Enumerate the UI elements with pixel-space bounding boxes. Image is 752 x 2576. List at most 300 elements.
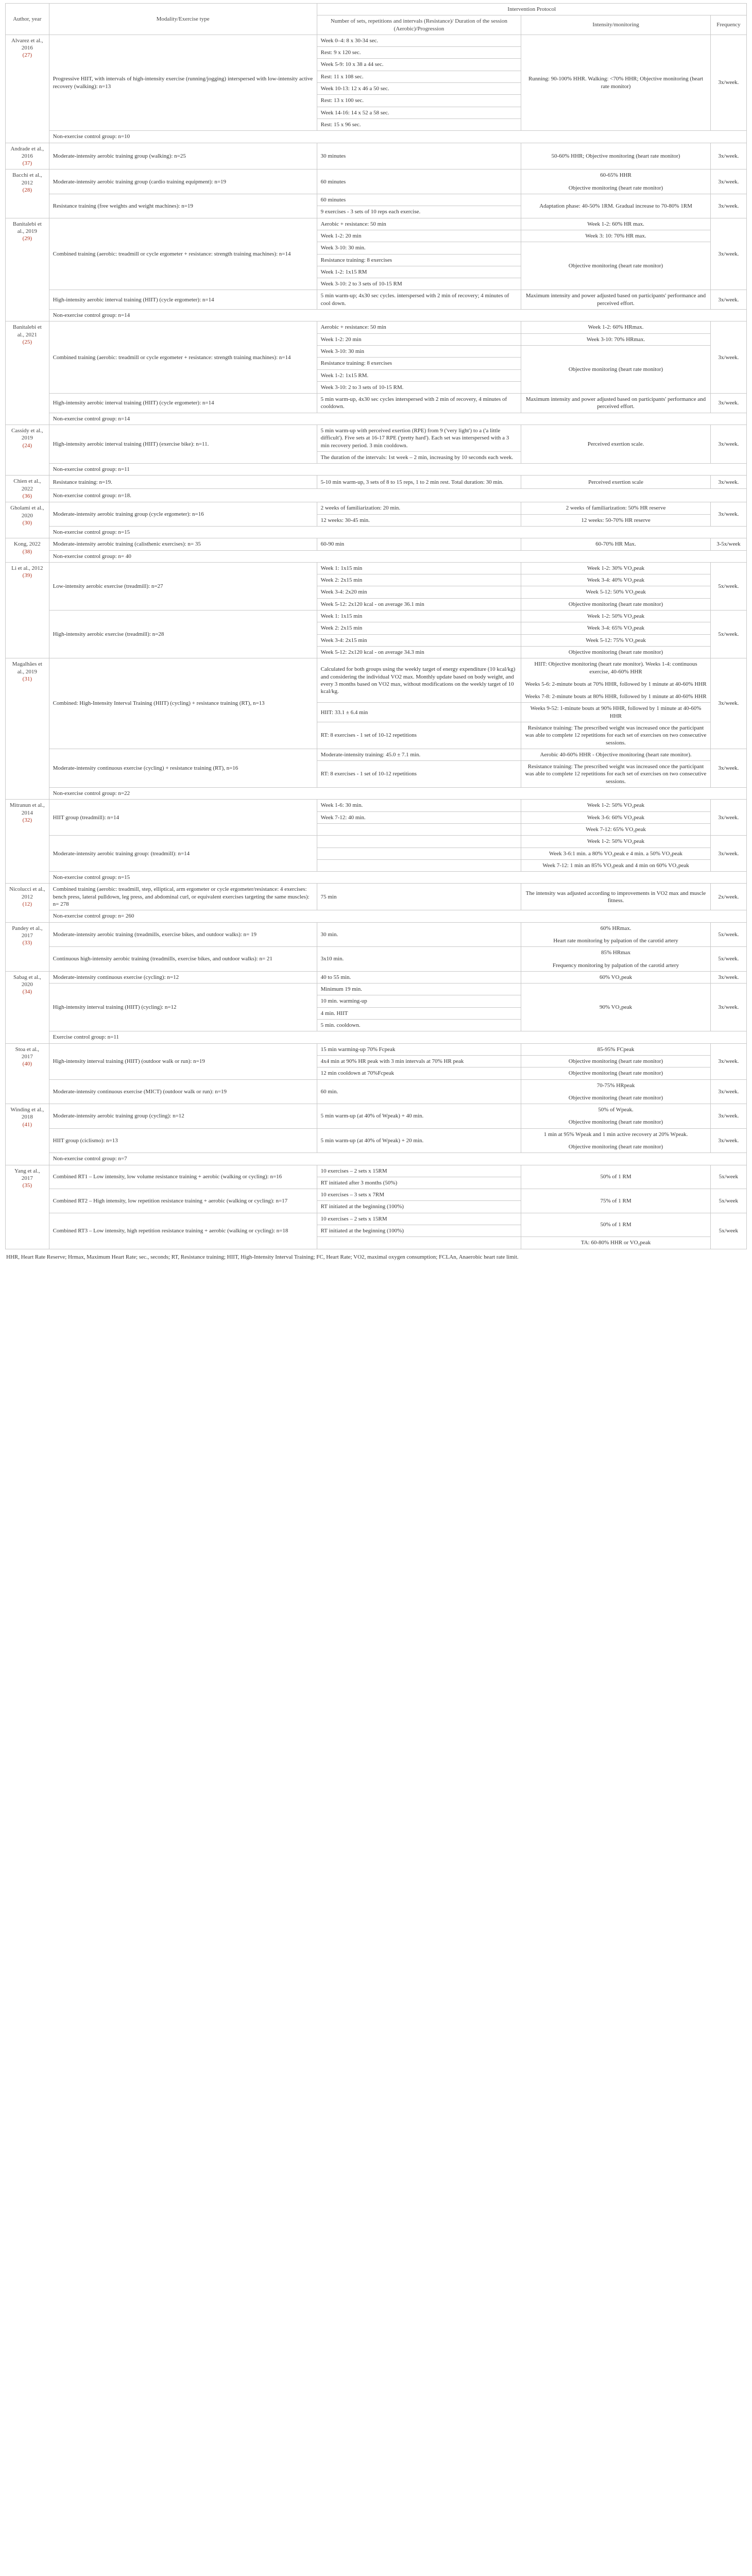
author-cell <box>6 922 49 971</box>
intensity-cell <box>521 859 711 871</box>
protocol-cell: Week 3-4: 2x15 min <box>317 634 521 646</box>
protocol-cell: Rest: 9 x 120 sec. <box>317 47 521 59</box>
intensity-cell <box>521 984 711 1031</box>
modality-cell: High-intensity interval training (HIIT) (cycling): n=12 <box>49 984 317 1031</box>
intensity-cell <box>521 646 711 658</box>
control-group-cell: Non-exercise control group: n=7 <box>49 1153 746 1165</box>
protocol-cell: 4x4 min at 90% HR peak with 3 min intervals at 70% HR peak <box>317 1055 521 1067</box>
reference-number: (30) <box>22 519 32 526</box>
intensity-line: 1 min at 95% Wpeak and 1 min active recovery at 20% Wpeak. <box>543 1131 688 1138</box>
reference-number: (35) <box>22 1182 32 1189</box>
table-row <box>6 658 747 703</box>
protocol-cell: Week 3-10: 2 to 3 sets of 10-15 RM <box>317 278 521 290</box>
intensity-line: Frequency monitoring by palpation of the carotid artery <box>552 962 679 969</box>
reference-number: (40) <box>22 1061 32 1067</box>
protocol-cell: 2 weeks of familiarization: 20 min. <box>317 502 521 514</box>
control-group-cell: Non-exercise control group: n=18. <box>49 489 746 502</box>
table-row <box>6 526 747 538</box>
intensity-cell <box>521 538 711 550</box>
intensity-cell <box>521 321 711 333</box>
intensity-cell <box>521 611 711 622</box>
intensity-cell <box>521 800 711 811</box>
table-footnote: HHR, Heart Rate Reserve; Hrmax, Maximum Heart Rate; sec., seconds; RT, Resistance training; HIIT, High-Intensity Interval Training; FC, Heart Rate; VO2, maximal oxygen consumption; FCLAn, Anaerobic heart rate limit. <box>6 1253 519 1260</box>
author-name: Pandey et al., 2017 <box>12 925 43 939</box>
intensity-cell <box>521 658 711 703</box>
reference-number: (31) <box>22 675 32 682</box>
protocol-cell: Aerobic + resistance: 50 min <box>317 321 521 333</box>
control-group-cell: Non-exercise control group: n= 40 <box>49 550 746 562</box>
frequency-cell: 3x/week. <box>710 502 746 527</box>
frequency-cell: 5x/week. <box>710 922 746 947</box>
modality-cell: Moderate-intensity aerobic training group: (treadmill): n=14 <box>49 836 317 872</box>
intensity-line: 60% VO₂peak <box>599 974 633 980</box>
modality-cell: Combined training (aerobic: treadmill or cycle ergometer + resistance: strength training machines): n=14 <box>49 218 317 290</box>
table-row <box>6 538 747 550</box>
frequency-cell: 3x/week. <box>710 394 746 413</box>
table-body <box>6 35 747 1249</box>
control-group-cell: Non-exercise control group: n=15 <box>49 526 746 538</box>
modality-cell: Continuous high-intensity aerobic training (treadmills, exercise bikes, and outdoor walks): n= 21 <box>49 947 317 972</box>
modality-cell: Combined RT1 – Low intensity, low volume resistance training + aerobic (walking or cycling): n=16 <box>49 1165 317 1189</box>
intensity-line: Week 5-12: 75% VO₂peak <box>586 637 646 643</box>
author-name: Magalhães et al., 2019 <box>12 661 42 675</box>
protocol-cell: Week 3-10: 30 min <box>317 345 521 357</box>
table-row <box>6 290 747 310</box>
protocol-cell: 10 exercises – 2 sets x 15RM <box>317 1165 521 1177</box>
author-cell <box>6 800 49 884</box>
protocol-cell: Resistance training: 8 exercises <box>317 358 521 369</box>
protocol-cell: 4 min. HIIT <box>317 1007 521 1019</box>
protocol-cell: Moderate-intensity training: 45.0 ± 7.1 min. <box>317 749 521 760</box>
table-row <box>6 425 747 451</box>
table-row <box>6 1079 747 1104</box>
modality-cell: High-intensity aerobic interval training (HIIT) (exercise bike): n=11. <box>49 425 317 463</box>
control-group-cell: Non-exercise control group: n=14 <box>49 413 746 425</box>
table-row <box>6 800 747 811</box>
protocol-cell: Week 1-2: 20 min <box>317 333 521 345</box>
intensity-line: Objective monitoring (heart rate monitor) <box>568 263 663 269</box>
reference-number: (38) <box>22 548 32 555</box>
control-group-cell: Non-exercise control group: n=10 <box>49 131 746 143</box>
intensity-line: 50% of Wpeak. <box>598 1107 634 1113</box>
protocol-cell: 5 min warm-up; 4x30 sec cycles. interspersed with 2 min of recovery; 4 minutes of cool down. <box>317 290 521 310</box>
intensity-line: Objective monitoring (heart rate monitor) <box>568 366 663 372</box>
intensity-line: Weeks 5-6: 2-minute bouts at 70% HHR, followed by 1 minute at 40-60% HHR <box>525 681 707 687</box>
table-row <box>6 1104 747 1129</box>
intensity-cell <box>521 634 711 646</box>
table-row <box>6 1153 747 1165</box>
author-name: Andrade et al., 2016 <box>10 145 44 159</box>
intensity-cell <box>521 333 711 345</box>
protocol-cell: 15 min warming-up 70% Fcpeak <box>317 1043 521 1055</box>
author-name: Banitalebi et al., 2021 <box>12 324 42 338</box>
intensity-cell <box>521 394 711 413</box>
table-row <box>6 971 747 983</box>
table-row <box>6 1128 747 1153</box>
protocol-cell: Rest: 11 x 108 sec. <box>317 71 521 82</box>
intensity-cell <box>521 35 711 130</box>
intensity-line: 2 weeks of familiarization: 50% HR reserve <box>566 505 666 512</box>
intensity-cell <box>521 947 711 972</box>
table-row <box>6 464 747 476</box>
intensity-line: Week 1-2: 60% HRmax. <box>588 324 644 331</box>
protocol-cell: Week 1: 1x15 min <box>317 611 521 622</box>
author-cell <box>6 538 49 563</box>
modality-cell: Resistance training: n=19. <box>49 476 317 489</box>
table-row <box>6 321 747 333</box>
intensity-line: 85-95% FCpeak <box>597 1046 635 1053</box>
modality-cell: High-intensity aerobic interval training (HIIT) (cycle ergometer): n=14 <box>49 394 317 413</box>
frequency-cell: 3x/week. <box>710 800 746 836</box>
author-cell <box>6 35 49 143</box>
table-row <box>6 947 747 972</box>
intensity-cell <box>521 1237 711 1249</box>
author-cell <box>6 218 49 321</box>
frequency-cell: 5x/week. <box>710 562 746 610</box>
modality-header: Modality/Exercise type <box>49 4 317 35</box>
table-row <box>6 143 747 170</box>
intensity-line: Week 7-12: 65% VO₂peak <box>586 826 646 833</box>
protocol-cell: Week 3-10: 2 to 3 sets of 10-15 RM. <box>317 381 521 393</box>
intensity-cell <box>521 1079 711 1104</box>
protocol-cell: 5 min. cooldown. <box>317 1020 521 1031</box>
intensity-line: Week 1-2: 50% VO₂peak <box>587 613 645 620</box>
author-cell <box>6 170 49 218</box>
reference-number: (34) <box>22 989 32 995</box>
modality-cell: Moderate-intensity aerobic training group (walking): n=25 <box>49 143 317 170</box>
table-row <box>6 872 747 884</box>
protocol-cell: 5 min warm-up with perceived exertion (RPE) from 9 ('very light') to a ('a little difficult'). Five sets at 16-17 RPE ('pretty hard'). Each set was interspersed with a 3 min recovery period. 3 min cooldown. <box>317 425 521 451</box>
author-name: Kong, 2022 <box>13 541 41 548</box>
protocol-cell: The duration of the intervals: 1st week – 2 min, increasing by 10 seconds each week. <box>317 451 521 463</box>
intensity-cell <box>521 425 711 463</box>
modality-cell: Moderate-intensity aerobic training group (cycling): n=12 <box>49 1104 317 1129</box>
protocol-cell: 30 min. <box>317 922 521 947</box>
protocol-cell: Week 1-6: 30 min. <box>317 800 521 811</box>
intensity-cell <box>521 218 711 230</box>
protocol-cell: Week 3-10: 30 min. <box>317 242 521 254</box>
table-row <box>6 884 747 910</box>
protocol-cell: 3x10 min. <box>317 947 521 972</box>
reference-number: (28) <box>22 187 32 194</box>
intensity-line: Maximum intensity and power adjusted based on participants' performance and perceived effort. <box>525 396 706 410</box>
frequency-cell: 3x/week. <box>710 1079 746 1104</box>
frequency-cell: 2x/week. <box>710 884 746 910</box>
table-row <box>6 984 747 995</box>
protocol-cell: RT: 8 exercises - 1 set of 10-12 repetitions <box>317 722 521 749</box>
author-name: Sabag et al., 2020 <box>13 974 41 988</box>
intensity-line: Weeks 9-52: 1-minute bouts at 90% HHR, followed by 1 minute at 40-60% HHR <box>530 705 702 719</box>
protocol-cell: Calculated for both groups using the weekly target of energy expenditure (10 kcal/kg) and considering the individual VO2 max. Monthly update based on body weight, and every 3 months based on VO2 max, without modifications on the weekly target of 10 kcal/kg. <box>317 658 521 703</box>
table-row <box>6 1031 747 1043</box>
protocol-cell: RT initiated at the beginning (100%) <box>317 1225 521 1237</box>
modality-cell: Moderate-intensity continuous exercise (MICT) (outdoor walk or run): n=19 <box>49 1079 317 1104</box>
author-name: Banitalebi et al., 2019 <box>12 221 42 234</box>
intensity-line: Heart rate monitoring by palpation of the carotid artery <box>553 937 678 944</box>
frequency-cell: 5x/week. <box>710 947 746 972</box>
table-row <box>6 1043 747 1055</box>
intensity-cell <box>521 502 711 514</box>
frequency-cell: 3x/week. <box>710 658 746 749</box>
intensity-cell <box>521 722 711 749</box>
protocol-cell: Week 0–4: 8 x 30-34 sec. <box>317 35 521 46</box>
control-group-cell: Non-exercise control group: n=14 <box>49 310 746 321</box>
protocol-cell: Week 7-12: 40 min. <box>317 811 521 823</box>
table-row <box>6 476 747 489</box>
intensity-line: Week 1-2: 60% HR max. <box>587 221 644 227</box>
author-header: Author, year <box>6 4 49 35</box>
protocol-cell: Week 1-2: 1x15 RM <box>317 266 521 278</box>
intensity-line: Week 3: 10: 70% HR max. <box>585 232 646 239</box>
intensity-line: 12 weeks: 50-70% HR reserve <box>581 517 651 523</box>
intensity-line: Week 1-2: 30% VO₂peak <box>587 565 645 571</box>
protocol-cell: 5-10 min warm-up, 3 sets of 8 to 15 reps, 1 to 2 min rest. Total duration: 30 min. <box>317 476 521 489</box>
intensity-cell <box>521 761 711 788</box>
intensity-cell <box>521 562 711 574</box>
intensity-cell <box>521 811 711 823</box>
protocol-cell: Week 1: 1x15 min <box>317 562 521 574</box>
intensity-line: Week 1-2: 50% VO₂peak <box>587 802 645 809</box>
intensity-cell <box>521 848 711 859</box>
intensity-line: Week 1-2: 50% VO₂peak <box>587 838 645 845</box>
protocol-cell <box>317 859 521 871</box>
frequency-cell: 5x/week <box>710 1213 746 1249</box>
intensity-cell <box>521 971 711 983</box>
protocol-cell: Resistance training: 8 exercises <box>317 254 521 266</box>
protocol-cell: 12 weeks: 30-45 min. <box>317 514 521 526</box>
author-cell <box>6 562 49 658</box>
intensity-cell <box>521 290 711 310</box>
frequency-cell: 5x/week. <box>710 611 746 658</box>
protocol-cell: 60 minutes <box>317 194 521 206</box>
frequency-cell: 3x/week. <box>710 290 746 310</box>
protocol-cell <box>317 1237 521 1249</box>
intensity-line: Objective monitoring (heart rate monitor) <box>568 1143 663 1150</box>
author-name: Cassidy et al., 2019 <box>11 427 43 442</box>
modality-cell: Combined RT3 – Low intensity, high repetition resistance training + aerobic (walking or cycling): n=18 <box>49 1213 317 1249</box>
intensity-line: Week 3-4: 40% VO₂peak <box>587 577 645 584</box>
author-name: Winding et al., 2018 <box>10 1107 44 1121</box>
intensity-line: 60% HRmax. <box>600 925 631 931</box>
intensity-line: 85% HRmax <box>601 950 631 956</box>
intensity-line: 75% of 1 RM <box>600 1197 631 1204</box>
intensity-cell <box>521 476 711 489</box>
modality-cell: Low-intensity aerobic exercise (treadmill): n=27 <box>49 562 317 610</box>
table-row <box>6 562 747 574</box>
intensity-line: HIIT: Objective monitoring (heart rate monitor). Weeks 1-4: continuous exercise, 40-60% HHR <box>534 661 697 675</box>
protocol-cell: Rest: 15 x 96 sec. <box>317 118 521 130</box>
frequency-cell: 3x/week. <box>710 476 746 489</box>
intensity-line: Weeks 7-8: 2-minute bouts at 80% HHR, followed by 1 minute at 40-60% HHR <box>525 693 707 700</box>
control-group-cell: Non-exercise control group: n=22 <box>49 788 746 800</box>
reference-number: (33) <box>22 940 32 946</box>
intensity-line: Week 3-4: 65% VO₂peak <box>587 625 645 632</box>
intensity-line: Objective monitoring (heart rate monitor) <box>568 1058 663 1064</box>
modality-cell: Combined RT2 – High intensity, low repetition resistance training + aerobic (walking or cycling): n=17 <box>49 1189 317 1213</box>
intensity-line: 90% VO₂peak <box>599 1004 633 1011</box>
protocol-cell: RT initiated at the beginning (100%) <box>317 1201 521 1213</box>
frequency-cell: 3x/week. <box>710 194 746 218</box>
intensity-line: Objective monitoring (heart rate monitor) <box>568 184 663 191</box>
intensity-cell <box>521 230 711 242</box>
table-row <box>6 1165 747 1177</box>
intensity-line: Aerobic 40-60% HHR - Objective monitoring (heart rate monitor). <box>540 751 692 758</box>
intensity-cell <box>521 1189 711 1213</box>
control-group-cell: Exercise control group: n=11 <box>49 1031 746 1043</box>
intensity-cell <box>521 345 711 393</box>
intensity-cell <box>521 514 711 526</box>
intensity-cell <box>521 170 711 194</box>
author-name: Li et al., 2012 <box>11 565 43 571</box>
table-row <box>6 836 747 848</box>
table-row <box>6 35 747 46</box>
intensity-cell <box>521 242 711 290</box>
protocol-cell <box>317 823 521 835</box>
intensity-cell <box>521 143 711 170</box>
table-row <box>6 310 747 321</box>
intensity-cell <box>521 1128 711 1153</box>
number-header: Number of sets, repetitions and intervals (Resistance)/ Duration of the session (Aerobic)/Progression <box>317 15 521 35</box>
author-name: Nicolucci et al., 2012 <box>9 886 45 900</box>
author-cell <box>6 476 49 502</box>
modality-cell: Moderate-intensity aerobic training group (cardio training equipment): n=19 <box>49 170 317 194</box>
reference-number: (24) <box>22 442 32 449</box>
protocol-cell: RT: 8 exercises - 1 set of 10-12 repetitions <box>317 761 521 788</box>
modality-cell: Moderate-intensity aerobic training group (cycle ergometer): n=16 <box>49 502 317 527</box>
intensity-header: Intensity/monitoring <box>521 15 711 35</box>
intensity-line: Running: 90-100% HHR. Walking: <70% HHR; Objective monitoring (heart rate monitor) <box>528 76 704 90</box>
table-row <box>6 922 747 947</box>
table-row <box>6 502 747 514</box>
protocol-cell: 30 minutes <box>317 143 521 170</box>
intensity-cell <box>521 749 711 760</box>
intensity-cell <box>521 622 711 634</box>
author-cell <box>6 884 49 922</box>
table-row <box>6 1189 747 1201</box>
author-name: Mitranun et al., 2014 <box>9 802 45 816</box>
frequency-cell: 3x/week. <box>710 836 746 872</box>
intensity-line: Adaptation phase: 40-50% 1RM. Gradual increase to 70-80% 1RM <box>539 202 692 209</box>
intensity-line: Week 3-6:1 min. a 80% VO₂peak e 4 min. a 50% VO₂peak <box>549 850 683 857</box>
control-group-cell: Non-exercise control group: n=11 <box>49 464 746 476</box>
protocol-cell: 60-90 min <box>317 538 521 550</box>
intensity-cell <box>521 598 711 610</box>
modality-cell: High-intensity interval training (HIIT) (outdoor walk or run): n=19 <box>49 1043 317 1079</box>
table-row <box>6 394 747 413</box>
author-cell <box>6 1165 49 1249</box>
control-group-cell: Non-exercise control group: n= 260 <box>49 910 746 922</box>
author-name: Stoa et al., 2017 <box>15 1046 40 1060</box>
protocol-cell: RT initiated after 3 months (50%) <box>317 1177 521 1189</box>
header-row-1 <box>6 4 747 15</box>
modality-cell: Moderate-intensity continuous exercise (cycling): n=12 <box>49 971 317 983</box>
reference-number: (36) <box>22 493 32 500</box>
reference-number: (39) <box>22 572 32 579</box>
protocol-cell: 5 min warm-up (at 40% of Wpeak) + 20 min. <box>317 1128 521 1153</box>
modality-cell: Combined: High-Intensity Interval Training (HIIT) (cycling) + resistance training (RT), n=13 <box>49 658 317 749</box>
table-row <box>6 194 747 206</box>
protocol-cell: Aerobic + resistance: 50 min <box>317 218 521 230</box>
protocol-cell: Week 1-2: 1x15 RM. <box>317 369 521 381</box>
protocol-cell: Week 3-4: 2x20 min <box>317 586 521 598</box>
intensity-cell <box>521 1165 711 1189</box>
author-cell <box>6 1104 49 1165</box>
protocol-cell: Week 2: 2x15 min <box>317 574 521 586</box>
intensity-cell <box>521 703 711 722</box>
frequency-cell: 3x/week. <box>710 170 746 194</box>
protocol-cell: 75 min <box>317 884 521 910</box>
table-row <box>6 611 747 622</box>
frequency-cell: 3x/week. <box>710 321 746 394</box>
intensity-line: Week 7-12: 1 min an 85% VO₂peak and 4 min on 60% VO₂peak <box>542 862 689 869</box>
frequency-cell: 3x/week. <box>710 749 746 787</box>
frequency-cell: 3x/week. <box>710 1128 746 1153</box>
table-container <box>5 3 747 1261</box>
modality-cell: Moderate-intensity aerobic training (calisthenic exercises): n= 35 <box>49 538 317 550</box>
protocol-cell: Week 5-12: 2x120 kcal - on average 34.3 min <box>317 646 521 658</box>
frequency-cell: 5x/week <box>710 1165 746 1189</box>
intensity-line: Objective monitoring (heart rate monitor) <box>568 649 663 655</box>
frequency-cell: 3x/week. <box>710 984 746 1031</box>
intervention-table <box>5 3 747 1249</box>
protocol-cell: 12 min cooldown at 70%Fcpeak <box>317 1067 521 1079</box>
protocol-cell: 5 min warm-up (at 40% of Wpeak) + 40 min. <box>317 1104 521 1129</box>
frequency-cell: 3x/week. <box>710 218 746 290</box>
protocol-cell: HIIT: 33.1 ± 6.4 min <box>317 703 521 722</box>
modality-cell: Combined training (aerobic: treadmill, step, elliptical, arm ergometer or cycle ergometer/resistance: 4 exercises: bench press, lateral pulldown, leg press, and abdominal curl, or equivalent exercises targeting the same muscles): n= 278 <box>49 884 317 910</box>
modality-cell: High-intensity aerobic exercise (treadmill): n=28 <box>49 611 317 658</box>
table-row <box>6 413 747 425</box>
intensity-line: Perceived exertion scale <box>588 479 643 485</box>
intensity-line: Objective monitoring (heart rate monitor) <box>568 1119 663 1126</box>
intensity-line: The intensity was adjusted according to improvements in VO2 max and muscle fitness. <box>525 890 706 904</box>
protocol-cell <box>317 836 521 848</box>
intensity-line: Objective monitoring (heart rate monitor) <box>568 601 663 607</box>
protocol-cell: Week 2: 2x15 min <box>317 622 521 634</box>
frequency-cell: 3x/week. <box>710 35 746 130</box>
reference-number: (41) <box>22 1121 32 1128</box>
author-cell <box>6 1043 49 1104</box>
author-cell <box>6 143 49 170</box>
protocol-cell: Week 5-12: 2x120 kcal - on average 36.1 min <box>317 598 521 610</box>
modality-cell: Moderate-intensity continuous exercise (cycling) + resistance training (RT), n=16 <box>49 749 317 787</box>
intensity-line: Week 5-12: 50% VO₂peak <box>586 589 646 596</box>
modality-cell: Moderate-intensity aerobic training (treadmills, exercise bikes, and outdoor walks): n= 19 <box>49 922 317 947</box>
table-row <box>6 788 747 800</box>
intensity-line: 50% of 1 RM <box>600 1222 631 1228</box>
intensity-line: 70-75% HRpeak <box>596 1082 635 1089</box>
intensity-line: 50% of 1 RM <box>600 1174 631 1180</box>
table-row <box>6 1213 747 1225</box>
intensity-cell <box>521 1067 711 1079</box>
author-name: Yang et al., 2017 <box>14 1167 40 1181</box>
intensity-cell <box>521 1104 711 1129</box>
protocol-cell <box>317 848 521 859</box>
intensity-cell <box>521 574 711 586</box>
intensity-cell <box>521 884 711 910</box>
author-name: Alvarez et al., 2016 <box>11 37 43 52</box>
intensity-line: Objective monitoring (heart rate monitor) <box>568 1070 663 1077</box>
author-cell <box>6 502 49 538</box>
modality-cell: HIIT group (treadmill): n=14 <box>49 800 317 836</box>
frequency-cell: 3x/week. <box>710 425 746 463</box>
protocol-cell: 10 exercises – 2 sets x 15RM <box>317 1213 521 1225</box>
intensity-line: Perceived exertion scale. <box>587 440 644 447</box>
protocol-cell: Minimum 19 min. <box>317 984 521 995</box>
intensity-line: Resistance training: The prescribed weight was increased once the participant was able to complete 12 repetitions for each set of exercises on two consecutive sessions. <box>525 725 707 746</box>
frequency-cell: 5x/week <box>710 1189 746 1213</box>
intensity-cell <box>521 1213 711 1237</box>
